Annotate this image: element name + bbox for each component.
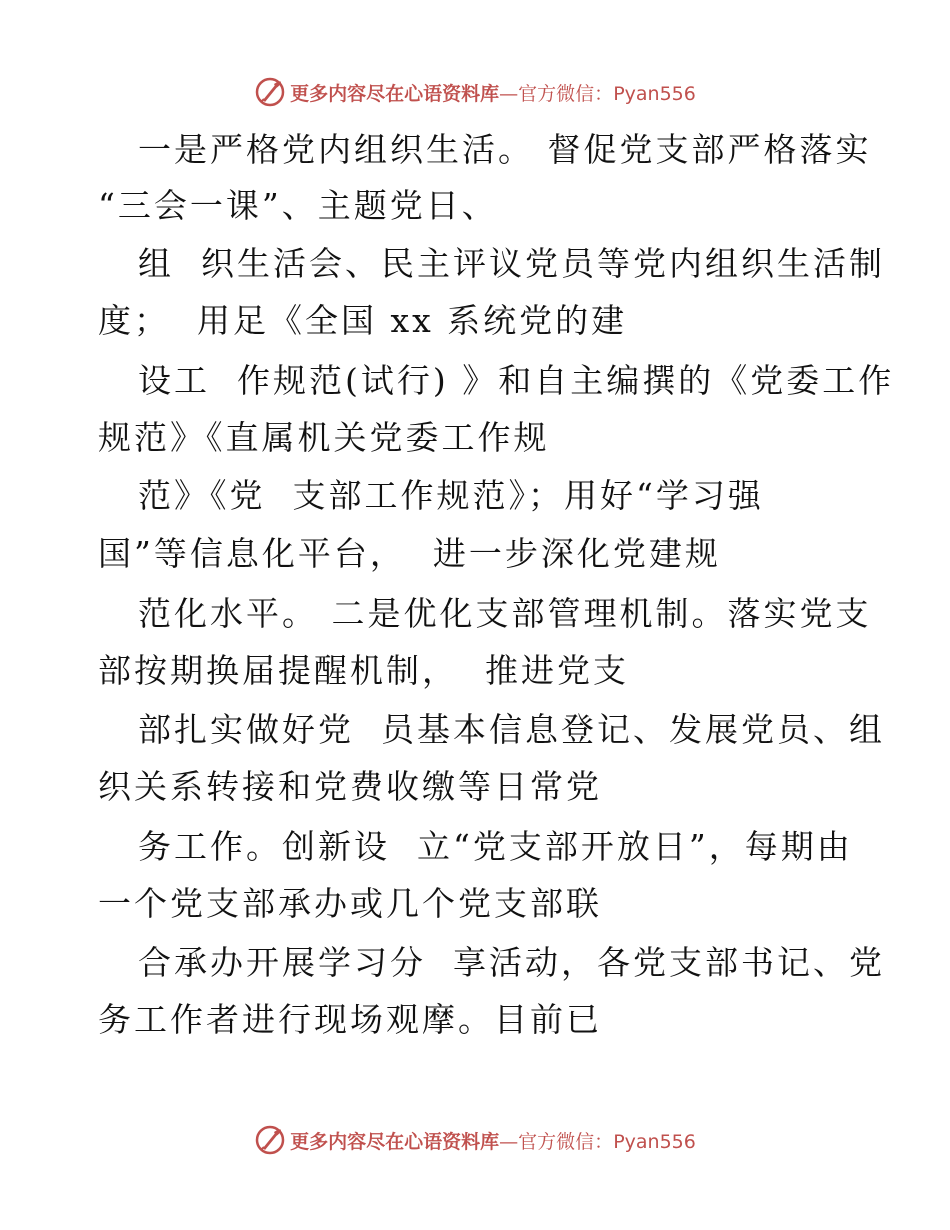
footer-banner <box>0 1120 950 1160</box>
footer-brand: 更多内容尽在心语资料库 <box>290 1130 500 1153</box>
text-line: “三会一课”、主题党日、 <box>98 186 498 225</box>
text-line: 织关系转接和党费收缴等日常党 <box>98 767 602 806</box>
text-line: 务工作者进行现场观摩。目前已 <box>98 1000 602 1039</box>
text-line: 部按期换届提醒机制， 推进党支 <box>98 651 629 690</box>
text-line: 范》《党 支部工作规范》；用好“学习强 <box>138 476 764 515</box>
text-line: 合承办开展学习分 享活动，各党支部书记、党 <box>138 943 885 982</box>
footer-wechat-label: 官方微信： <box>518 1130 614 1153</box>
text-line: 务工作。创新设 立“党支部开放日”，每期由 <box>138 827 853 866</box>
text-line: 规范》《直属机关党委工作规 <box>98 418 550 457</box>
text-line: 部扎实做好党 员基本信息登记、发展党员、组 <box>138 710 885 749</box>
footer-wechat-id: Pyan556 <box>613 1130 696 1153</box>
text-line: 一个党支部承办或几个党支部联 <box>98 884 602 923</box>
text-line: 设工 作规范(试行) 》和自主编撰的《党委工作 <box>138 361 895 400</box>
text-line: 一是严格党内组织生活。 督促党支部严格落实 <box>138 130 872 169</box>
header-brand: 更多内容尽在心语资料库 <box>290 82 500 105</box>
text-line: 度； 用足《全国 xx 系统党的建 <box>98 301 628 340</box>
quill-logo-icon <box>254 1124 286 1156</box>
header-wechat-label: 官方微信： <box>518 82 614 105</box>
header-separator: — <box>499 82 519 105</box>
text-line: 组 织生活会、民主评议党员等党内组织生活制 <box>138 244 885 283</box>
header-banner <box>0 72 950 112</box>
text-line: 范化水平。 二是优化支部管理机制。落实党支 <box>138 594 872 633</box>
footer-separator: — <box>499 1130 519 1153</box>
text-line: 国”等信息化平台， 进一步深化党建规 <box>98 534 721 573</box>
header-wechat-id: Pyan556 <box>613 82 696 105</box>
quill-logo-icon <box>254 76 286 108</box>
